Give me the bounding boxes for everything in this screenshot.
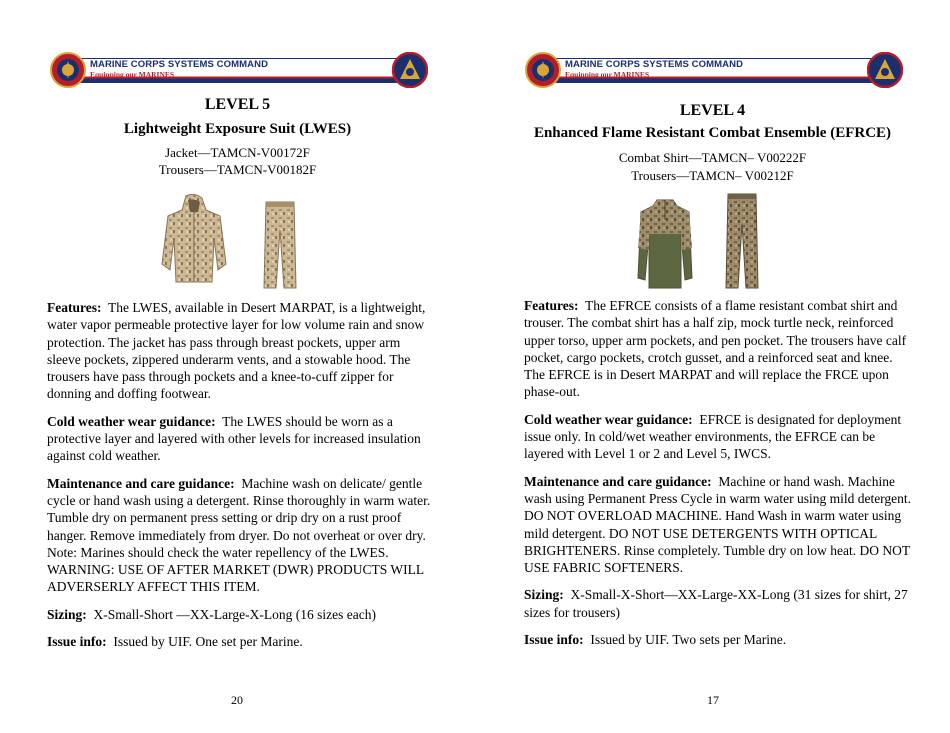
left-body (47, 299, 432, 660)
lwes-jacket-image (160, 194, 228, 288)
right-body (524, 297, 914, 658)
mcsc-banner (44, 52, 432, 88)
usmc-seal-icon (525, 52, 561, 88)
right-issue (524, 631, 914, 648)
left-issue (47, 633, 432, 650)
efrce-trousers-image (725, 192, 759, 290)
left-sizing-text: X-Small-Short —XX-Large-X-Long (16 sizes each) (93, 606, 376, 622)
lwes-trousers-image (262, 200, 298, 290)
right-level-heading: LEVEL 4 (679, 102, 746, 119)
right-shirt-code: Combat Shirt—TAMCN– V00222F (618, 150, 807, 165)
right-features-text: The EFRCE consists of a flame resistant combat shirt and trouser. The combat shirt has a half zip, mock turtle neck, reinforced upper torso, upper arm pockets, and pen pocket. The trousers have calf pocket, cargo pockets, crotch gusset, and a reinforced seat and knee. The EFRCE is in Desert MARPAT and will replace the FRCE upon phase-out. (524, 298, 907, 400)
right-cold-weather (524, 411, 914, 463)
usmc-seal-icon (50, 52, 86, 88)
right-sizing-label: Sizing: (524, 587, 564, 603)
right-sizing (524, 586, 914, 621)
right-features (524, 297, 914, 401)
left-sizing (47, 606, 432, 623)
mcsc-banner (519, 52, 907, 88)
left-trousers-code: Trousers—TAMCN-V00182F (158, 162, 317, 177)
left-maintenance (47, 475, 432, 596)
left-cold-text: The LWES should be worn as a protective layer and layered with other levels for increased insulation against cold weather. (47, 413, 421, 464)
banner-subtitle: Equipping our MARINES (565, 70, 650, 79)
left-jacket-code: Jacket—TAMCN-V00172F (165, 145, 310, 160)
left-maint-text: Machine wash on delicate/ gentle cycle or hand wash using a detergent. Rinse thoroughly in warm water. Tumble dry on permanent press setting or drip dry on a rust proof hanger. Remove immediately from dryer. Do not overheat or over dry. Note: Marines should check the water repellency of the LWES. WARNING: USE OF AFTER MARKET (DWR) PRODUCTS WILL ADVERSERLY AFFECT THIS ITEM. (47, 475, 431, 595)
left-features (47, 299, 432, 403)
left-features-label: Features: (47, 300, 102, 315)
left-features-text: The LWES, available in Desert MARPAT, is a lightweight, water vapor permeable protective layer for low volume rain and snow protection. The jacket has pass through breast pockets, upper arm sleeve pockets, zippered underarm vents, and a stowable hood. The trousers have pass through pockets and a knee-to-cuff zipper for donning and doffing footwear. (47, 300, 426, 402)
right-page (475, 0, 950, 733)
banner-title: MARINE CORPS SYSTEMS COMMAND (565, 59, 744, 70)
right-cold-label: Cold weather wear guidance: (524, 411, 693, 427)
left-level-heading: LEVEL 5 (204, 96, 271, 113)
right-issue-label: Issue info: (524, 632, 584, 648)
banner-subtitle: Equipping our MARINES (90, 70, 175, 79)
right-page-number: 17 (707, 693, 719, 707)
efrce-shirt-image (637, 198, 693, 290)
right-maint-text: Machine or hand wash. Machine wash using Permanent Press Cycle in warm water using mild detergent. DO NOT OVERLOAD MACHINE. Hand Wash in warm water using mild detergent. DO NOT USE DETERGENTS WITH OPTICAL BRIGHTENERS. Rinse completely. Tumble dry on low heat. DO NOT USE FABRIC SOFTENERS. (524, 473, 912, 576)
left-issue-text: Issued by UIF. One set per Marine. (113, 634, 303, 650)
left-page-number: 20 (231, 693, 243, 707)
left-cold-weather (47, 413, 432, 465)
right-suit-name: Enhanced Flame Resistant Combat Ensemble (EFRCE) (533, 125, 892, 141)
mcsc-emblem-icon (867, 52, 903, 88)
left-issue-label: Issue info: (47, 634, 107, 650)
right-features-label: Features: (524, 298, 579, 313)
right-maintenance (524, 473, 914, 577)
left-maint-label: Maintenance and care guidance: (47, 475, 235, 491)
left-sizing-label: Sizing: (47, 606, 87, 622)
right-trousers-code: Trousers—TAMCN– V00212F (631, 168, 794, 183)
right-maint-label: Maintenance and care guidance: (524, 473, 712, 489)
left-suit-name: Lightweight Exposure Suit (LWES) (123, 121, 352, 137)
right-issue-text: Issued by UIF. Two sets per Marine. (590, 632, 787, 648)
mcsc-emblem-icon (392, 52, 428, 88)
left-cold-label: Cold weather wear guidance: (47, 413, 216, 429)
right-cold-text: EFRCE is designated for deployment issue only. In cold/wet weather environments, the EFRCE can be layered with Level 1 or 2 and Level 5, IWCS. (524, 411, 902, 462)
banner-title: MARINE CORPS SYSTEMS COMMAND (90, 59, 269, 70)
right-sizing-text: X-Small-X-Short—XX-Large-XX-Long (31 sizes for shirt, 27 sizes for trousers) (524, 587, 908, 620)
